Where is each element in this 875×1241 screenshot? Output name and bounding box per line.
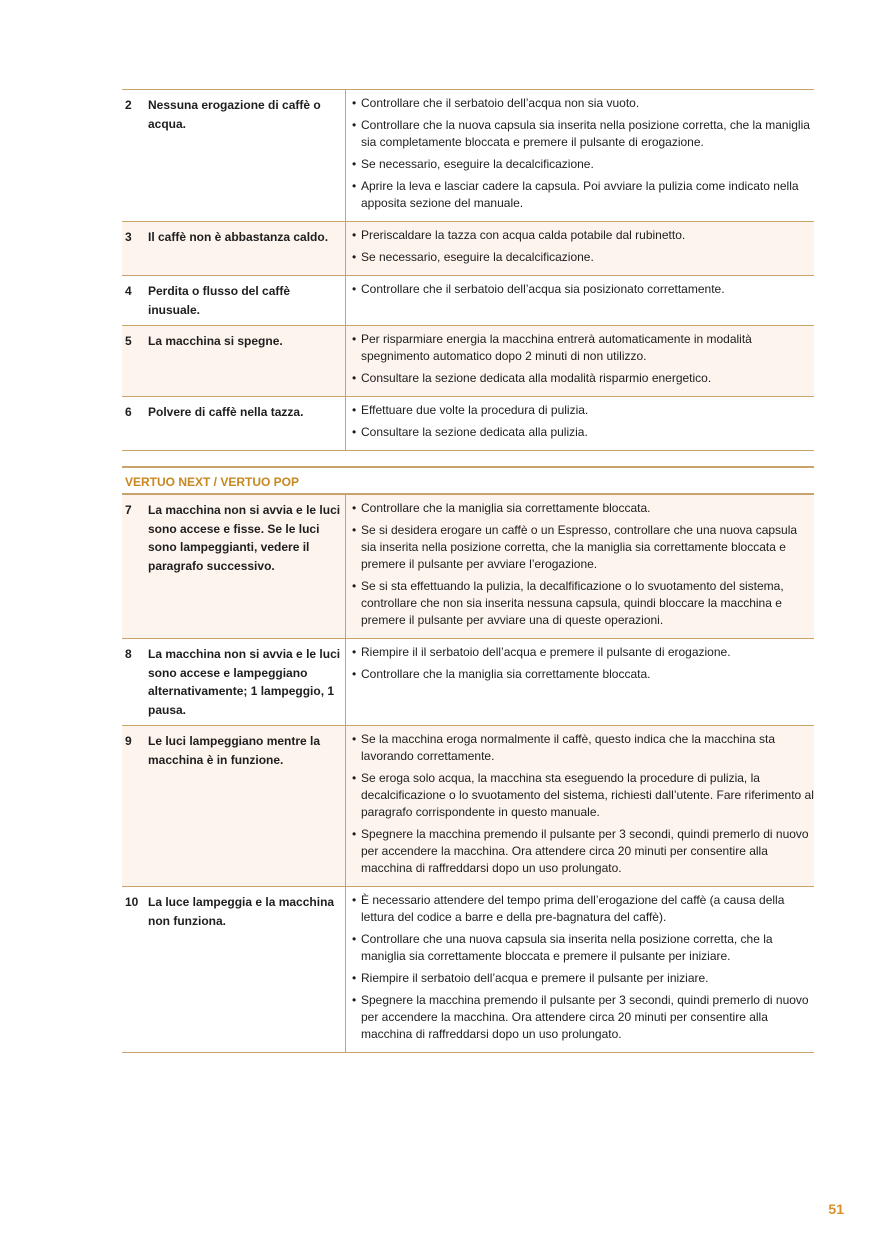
- solution-item: • Per risparmiare energia la macchina entrerà automaticamente in modalità spegnimento automatico dopo 2 minuti di non utilizzo.: [352, 331, 814, 365]
- table-row: [122, 726, 814, 887]
- row-number: 6: [125, 405, 132, 419]
- solution-item: • Spegnere la macchina premendo il pulsante per 3 secondi, quindi premerlo di nuovo per accendere la macchina. Ora attendere circa 20 minuti per consentire alla macchina di raffreddarsi dopo un uso prolungato.: [352, 992, 814, 1043]
- problem-text: La macchina si spegne.: [148, 326, 346, 396]
- row-number: 4: [125, 284, 132, 298]
- problem-text: Le luci lampeggiano mentre la macchina è in funzione.: [148, 726, 346, 886]
- solution-item: • Se si desidera erogare un caffè o un Espresso, controllare che una nuova capsula sia inserita nella posizione corretta, che la maniglia sia correttamente bloccata e premere il pulsante per avviare l’erogazione.: [352, 522, 814, 573]
- section-gap: [122, 451, 814, 466]
- rows-group-bottom: [122, 495, 814, 1053]
- solutions-list: [352, 95, 814, 212]
- solution-item: • Spegnere la macchina premendo il pulsante per 3 secondi, quindi premerlo di nuovo per accendere la macchina. Ora attendere circa 20 minuti per consentire alla macchina di raffreddarsi dopo un uso prolungato.: [352, 826, 814, 877]
- problem-text: La macchina non si avvia e le luci sono accese e lampeggiano alternativamente; 1 lampeggio, 1 pausa.: [148, 639, 346, 725]
- solution-item: • Preriscaldare la tazza con acqua calda potabile dal rubinetto.: [352, 227, 814, 244]
- problem-text: Il caffè non è abbastanza caldo.: [148, 222, 346, 275]
- solutions-cell: [346, 397, 814, 450]
- solutions-list: [352, 892, 814, 1043]
- solution-item: • Se necessario, eseguire la decalcificazione.: [352, 249, 814, 266]
- solutions-cell: [346, 222, 814, 275]
- problem-text: Polvere di caffè nella tazza.: [148, 397, 346, 450]
- solutions-list: [352, 331, 814, 387]
- solutions-cell: [346, 726, 814, 886]
- solution-item: • Effettuare due volte la procedura di pulizia.: [352, 402, 814, 419]
- solution-item: • Consultare la sezione dedicata alla modalità risparmio energetico.: [352, 370, 814, 387]
- row-number: 2: [125, 98, 132, 112]
- solution-item: • Controllare che la nuova capsula sia inserita nella posizione corretta, che la maniglia sia completamente bloccata e premere il pulsante di erogazione.: [352, 117, 814, 151]
- solutions-cell: [346, 326, 814, 396]
- table-row: [122, 222, 814, 276]
- solution-item: • Riempire il serbatoio dell’acqua e premere il pulsante per iniziare.: [352, 970, 814, 987]
- solution-item: • Riempire il il serbatoio dell’acqua e premere il pulsante di erogazione.: [352, 644, 814, 661]
- solutions-list: [352, 731, 814, 877]
- solutions-list: [352, 227, 814, 266]
- solution-item: • Aprire la leva e lasciar cadere la capsula. Poi avviare la pulizia come indicato nella apposita sezione del manuale.: [352, 178, 814, 212]
- row-number: 9: [125, 734, 132, 748]
- solution-item: • Controllare che il serbatoio dell’acqua sia posizionato correttamente.: [352, 281, 814, 298]
- table-row: [122, 639, 814, 726]
- solutions-cell: [346, 276, 814, 325]
- table-row: [122, 276, 814, 326]
- solution-item: • Controllare che la maniglia sia correttamente bloccata.: [352, 500, 814, 517]
- table-row: [122, 887, 814, 1053]
- table-row: [122, 90, 814, 222]
- problem-text: Nessuna erogazione di caffè o acqua.: [148, 90, 346, 221]
- solutions-list: [352, 644, 814, 683]
- solution-item: • Controllare che una nuova capsula sia inserita nella posizione corretta, che la maniglia sia correttamente bloccata e premere il pulsante per iniziare.: [352, 931, 814, 965]
- solution-item: • Se si sta effettuando la pulizia, la decalfificazione o lo svuotamento del sistema, controllare che non sia inserita nessuna capsula, quindi bloccare la macchina e premere il pulsante per avviare una di queste operazioni.: [352, 578, 814, 629]
- troubleshooting-table: [122, 89, 814, 1053]
- row-number: 5: [125, 334, 132, 348]
- solution-item: • Controllare che il serbatoio dell’acqua non sia vuoto.: [352, 95, 814, 112]
- page-number: 51: [828, 1201, 844, 1217]
- row-number: 8: [125, 647, 132, 661]
- row-number: 3: [125, 230, 132, 244]
- problem-text: La luce lampeggia e la macchina non funziona.: [148, 887, 346, 1052]
- section-header: VERTUO NEXT / VERTUO POP: [122, 466, 814, 495]
- solutions-list: [352, 500, 814, 629]
- solutions-cell: [346, 887, 814, 1052]
- solution-item: • Se eroga solo acqua, la macchina sta eseguendo la procedure di pulizia, la decalcificazione o lo svuotamento del sistema, richiesti dall’utente. Fare riferimento al paragrafo corrispondente in questo manuale.: [352, 770, 814, 821]
- solution-item: • Se la macchina eroga normalmente il caffè, questo indica che la macchina sta lavorando correttamente.: [352, 731, 814, 765]
- rows-group-top: [122, 90, 814, 451]
- row-number: 10: [125, 895, 139, 909]
- problem-text: La macchina non si avvia e le luci sono accese e fisse. Se le luci sono lampeggianti, vedere il paragrafo successivo.: [148, 495, 346, 638]
- table-row: [122, 326, 814, 397]
- solution-item: • Controllare che la maniglia sia correttamente bloccata.: [352, 666, 814, 683]
- table-row: [122, 397, 814, 451]
- row-number: 7: [125, 503, 132, 517]
- solutions-list: [352, 281, 814, 298]
- table-row: [122, 495, 814, 639]
- solutions-cell: [346, 495, 814, 638]
- solutions-list: [352, 402, 814, 441]
- solutions-cell: [346, 639, 814, 725]
- solution-item: • Consultare la sezione dedicata alla pulizia.: [352, 424, 814, 441]
- solution-item: • Se necessario, eseguire la decalcificazione.: [352, 156, 814, 173]
- solutions-cell: [346, 90, 814, 221]
- solution-item: • È necessario attendere del tempo prima dell’erogazione del caffè (a causa della lettura del codice a barre e della pre-bagnatura del caffè).: [352, 892, 814, 926]
- problem-text: Perdita o flusso del caffè inusuale.: [148, 276, 346, 325]
